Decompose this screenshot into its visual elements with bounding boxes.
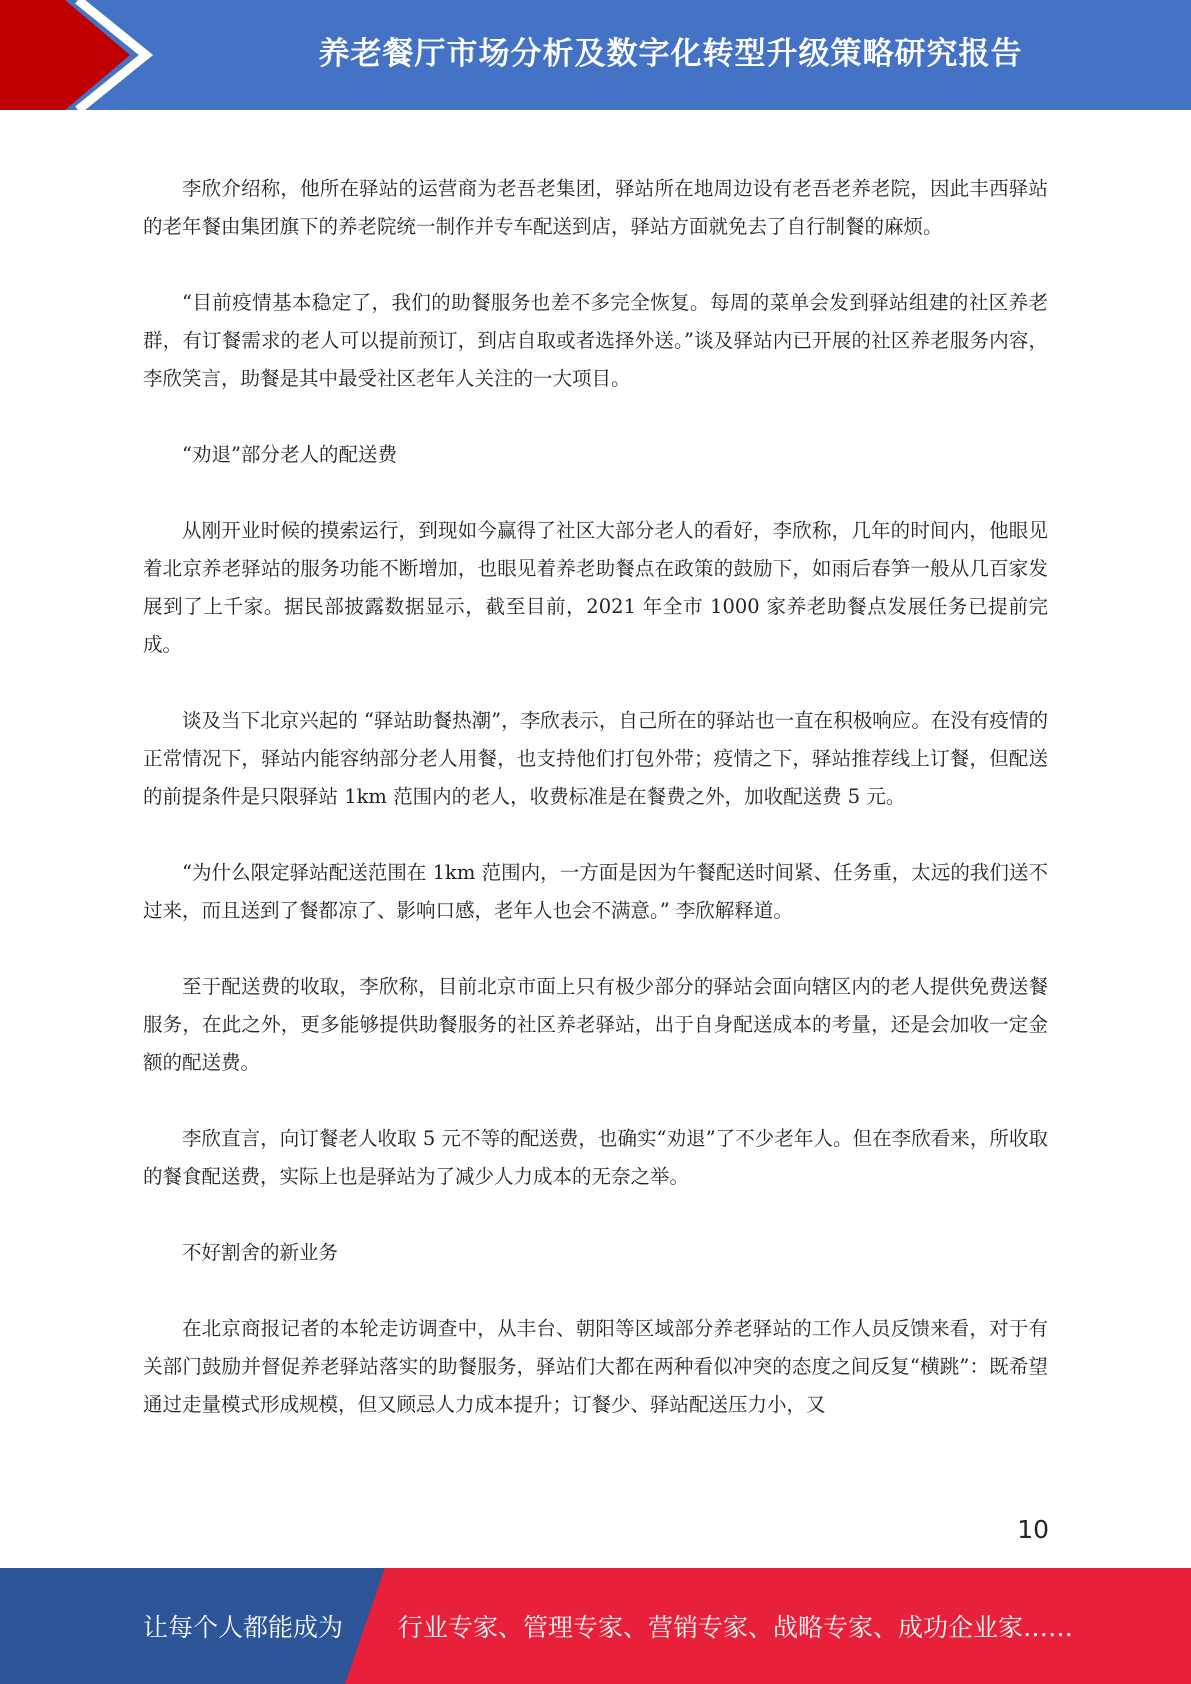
footer-slogan-left: 让每个人都能成为	[143, 1613, 344, 1642]
page-footer	[0, 1568, 1191, 1684]
paragraph: “目前疫情基本稳定了，我们的助餐服务也差不多完全恢复。每周的菜单会发到驿站组建的社区养老群，有订餐需求的老人可以提前预订，到店自取或者选择外送。”谈及驿站内已开展的社区养老服务内容，李欣笑言，助餐是其中最受社区老年人关注的一大项目。	[143, 291, 1048, 390]
paragraph: 在北京商报记者的本轮走访调查中，从丰台、朝阳等区域部分养老驿站的工作人员反馈来看，对于有关部门鼓励并督促养老驿站落实的助餐服务，驿站们大都在两种看似冲突的态度之间反复“横跳”：既希望通过走量模式形成规模，但又顾忌人力成本提升；订餐少、驿站配送压力小，又	[143, 1317, 1048, 1416]
paragraph: 从刚开业时候的摸索运行，到现如今赢得了社区大部分老人的看好，李欣称，几年的时间内，他眼见着北京养老驿站的服务功能不断增加，也眼见着养老助餐点在政策的鼓励下，如雨后春笋一般从几百家发展到了上千家。据民部披露数据显示，截至目前，2021 年全市 1000 家养老助餐点发展任务已提前完成。	[143, 519, 1048, 656]
paragraph: 谈及当下北京兴起的 “驿站助餐热潮”，李欣表示，自己所在的驿站也一直在积极响应。在没有疫情的正常情况下，驿站内能容纳部分老人用餐，也支持他们打包外带；疫情之下，驿站推荐线上订餐，但配送的前提条件是只限驿站 1km 范围内的老人，收费标准是在餐费之外，加收配送费 5 元。	[143, 709, 1048, 808]
page-header	[0, 0, 1191, 110]
paragraph: 李欣介绍称，他所在驿站的运营商为老吾老集团，驿站所在地周边设有老吾老养老院，因此丰西驿站的老年餐由集团旗下的养老院统一制作并专车配送到店，驿站方面就免去了自行制餐的麻烦。	[143, 177, 1048, 238]
footer-slogan-right: 行业专家、管理专家、营销专家、战略专家、成功企业家……	[398, 1613, 1074, 1642]
page-number: 10	[1017, 1515, 1049, 1544]
article-body	[143, 170, 1048, 1462]
paragraph: 李欣直言，向订餐老人收取 5 元不等的配送费，也确实“劝退”了不少老年人。但在李欣看来，所收取的餐食配送费，实际上也是驿站为了减少人力成本的无奈之举。	[143, 1127, 1048, 1188]
report-title: 养老餐厅市场分析及数字化转型升级策略研究报告	[318, 35, 1023, 72]
paragraph: “为什么限定驿站配送范围在 1km 范围内，一方面是因为午餐配送时间紧、任务重，太远的我们送不过来，而且送到了餐都凉了、影响口感，老年人也会不满意。” 李欣解释道。	[143, 861, 1048, 922]
section-subheading: 不好割舍的新业务	[182, 1241, 339, 1264]
paragraph: 至于配送费的收取，李欣称，目前北京市面上只有极少部分的驿站会面向辖区内的老人提供免费送餐服务，在此之外，更多能够提供助餐服务的社区养老驿站，出于自身配送成本的考量，还是会加收一定金额的配送费。	[143, 975, 1048, 1074]
section-subheading: “劝退”部分老人的配送费	[182, 443, 397, 466]
